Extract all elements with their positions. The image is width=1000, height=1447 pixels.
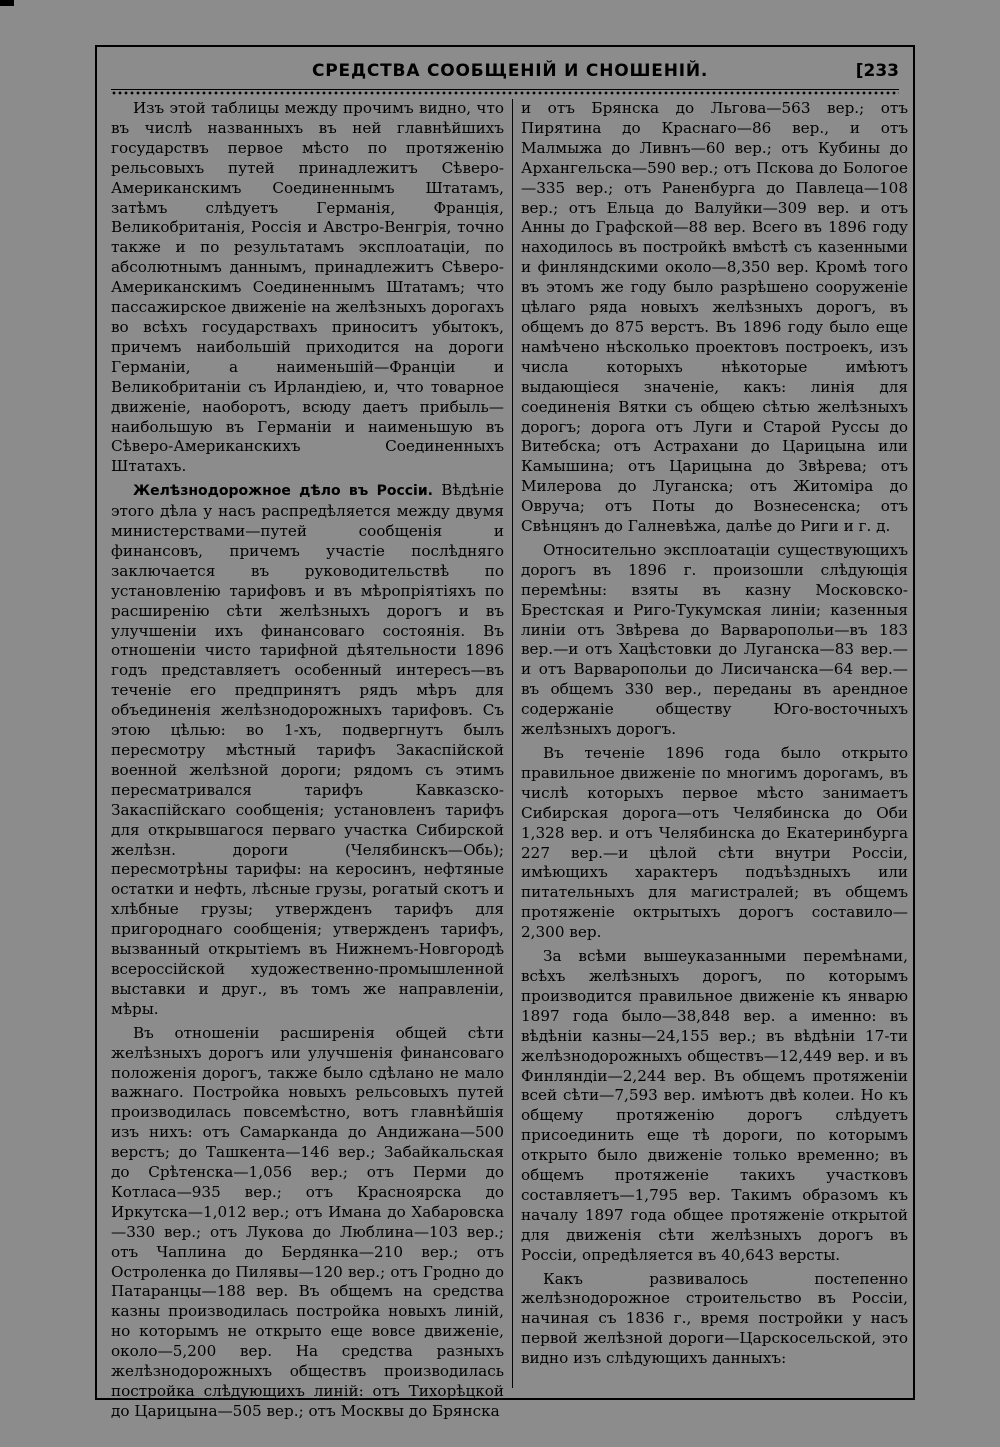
paragraph-body: Вѣдѣніе этого дѣла у насъ распредѣляется между двумя министерствами—путей сообщенія и финансовъ, причемъ участіе послѣдняго заключается въ руководительствѣ по установленію тарифовъ и въ мѣропріятіяхъ по расширенію сѣти желѣзныхъ дорогъ и въ улучшеніи ихъ финансоваго состоянія. Въ отношеніи чисто тарифной дѣятельности 1896 годъ представляетъ особенный интересъ—въ теченіе его предпринятъ рядъ мѣръ для объединенія желѣзнодорожныхъ тарифовъ. Съ этою цѣлью: во 1-хъ, подвергнутъ былъ пересмотру мѣстный тарифъ Закаспійской военной желѣзной дороги; рядомъ съ этимъ пересматривался тарифъ Кавказско-Закаспійскаго сообщенія; установленъ тарифъ для открывшагося перваго участка Сибирской желѣзн. дороги (Челябинскъ—Обь); пересмотрѣны тарифы: на керосинъ, нефтяные остатки и нефть, лѣсные грузы, рогатый скотъ и хлѣбные грузы; утвержденъ тарифъ для пригороднаго сообщенія; утвержденъ тарифъ, вызванный открытіемъ въ Нижнемъ-Новгородѣ всероссійской художественно-промышленной выставки и друг., въ томъ же направленіи, мѣры. (111, 481, 504, 1018)
paragraph: Изъ этой таблицы между прочимъ видно, что въ числѣ названныхъ въ ней главнѣйшихъ государствъ первое мѣсто по протяженію рельсовыхъ путей принадлежитъ Сѣверо-Американскимъ Соединеннымъ Штатамъ, затѣмъ слѣдуетъ Германія, Франція, Великобританія, Россія и Австро-Венгрія, точно также и по результатамъ эксплоатаціи, по абсолютнымъ даннымъ, принадлежитъ Сѣверо-Американскимъ Соединеннымъ Штатамъ; что пассажирское движеніе на желѣзныхъ дорогахъ во всѣхъ государствахъ приноситъ убытокъ, причемъ наибольшій приходится на дороги Германіи, а наименьшій—Франціи и Великобританіи съ Ирландіею, и, что товарное движеніе, наоборотъ, всюду даетъ прибыль—наибольшую въ Германіи и наименьшую въ Сѣверо-Американскихъ Соединенныхъ Штатахъ. (111, 99, 504, 476)
page-header (97, 57, 913, 87)
paragraph: Какъ развивалось постепенно желѣзнодорожное строительство въ Россіи, начиная съ 1836 г., время постройки у насъ первой желѣзной дороги—Царскосельской, это видно изъ слѣдующихъ данныхъ: (521, 1269, 908, 1368)
scan-corner-mark (0, 0, 14, 6)
section-heading: Желѣзнодорожное дѣло въ Россіи. (133, 483, 433, 500)
paragraph: Относительно эксплоатаціи существующихъ дорогъ въ 1896 г. произошли слѣдующія перемѣны: взяты въ казну Московско-Брестская и Риго-Тукумская линіи; казенныя линіи отъ Звѣрева до Варваропольи—въ 183 вер.—и отъ Хацѣстовки до Луганска—83 вер.—и отъ Варваропольи до Лисичанска—64 вер.—въ общемъ 330 вер., переданы въ арендное содержаніе обществу Юго-восточныхъ желѣзныхъ дорогъ. (521, 540, 908, 739)
page-number: [233 (855, 61, 899, 81)
column-divider (512, 99, 513, 1388)
paragraph: Въ теченіе 1896 года было открыто правильное движеніе по многимъ дорогамъ, въ числѣ которыхъ первое мѣсто занимаетъ Сибирская дорога—отъ Челябинска до Оби 1,328 вер. и отъ Челябинска до Екатеринбурга 227 вер.—и цѣлой сѣти внутри Россіи, имѣющихъ характеръ подъѣздныхъ или питательныхъ для магистралей; въ общемъ протяженіе октрытыхъ дорогъ составило—2,300 вер. (521, 744, 908, 942)
right-column (521, 99, 908, 1388)
paragraph: и отъ Брянска до Льгова—563 вер.; отъ Пирятина до Краснаго—86 вер., и отъ Малмыжа до Ливнъ—60 вер.; отъ Кубины до Архангельска—590 вер.; отъ Пскова до Бологое—335 вер.; отъ Раненбурга до Павлеца—108 вер.; отъ Ельца до Валуйки—309 вер. и отъ Анны до Графской—88 вер. Всего въ 1896 году находилось въ постройкѣ вмѣстѣ съ казенными и финляндскими около—8,350 вер. Кромѣ того въ этомъ же году было разрѣшено сооруженіе цѣлаго ряда новыхъ желѣзныхъ дорогъ, въ общемъ до 875 верстъ. Въ 1896 году было еще намѣчено нѣсколько проектовъ построекъ, изъ числа которыхъ нѣкоторые имѣютъ выдающіеся значеніе, какъ: линія для соединенія Вятки съ общею сѣтью желѣзныхъ дорогъ; дорога отъ Луги и Старой Руссы до Витебска; отъ Астрахани до Царицына или Камышина; отъ Царицына до Звѣрева; отъ Милерова до Луганска; отъ Житоміра до Овруча; отъ Поты до Вознесенска; отъ Свѣнцянъ до Галневѣжа, далѣе до Риги и г. д. (521, 99, 908, 536)
book-page (95, 45, 915, 1420)
paragraph: За всѣми вышеуказанными перемѣнами, всѣхъ желѣзныхъ дорогъ, по которымъ производится правильное движеніе къ январю 1897 года было—38,848 вер. а именно: въ вѣдѣніи казны—24,155 вер.; въ вѣдѣніи 17-ти желѣзнодорожныхъ обществъ—12,449 вер. и въ Финляндіи—2,244 вер. Въ общемъ протяженіи всей сѣти—7,593 вер. имѣютъ двѣ колеи. Но къ общему протяженію дорогъ слѣдуетъ присоединить еще тѣ дороги, по которымъ открыто было движеніе только временно; въ общемъ протяженіе такихъ участковъ составляетъ—1,795 вер. Такимъ образомъ къ началу 1897 года общее протяженіе открытой для движенія сѣти желѣзныхъ дорогъ въ Россіи, опредѣляется въ 40,643 версты. (521, 947, 908, 1264)
running-title: СРЕДСТВА СООБЩЕНІЙ И СНОШЕНІЙ. (312, 61, 709, 81)
left-column (111, 99, 504, 1420)
paragraph: Въ отношеніи расширенія общей сѣти желѣзныхъ дорогъ или улучшенія финансоваго положенія дорогъ, также было сдѣлано не мало важнаго. Постройка новыхъ рельсовыхъ путей производилась повсемѣстно, вотъ главнѣйшія изъ нихъ: отъ Самарканда до Андижана—500 верстъ; до Ташкента—146 вер.; Забайкальская до Срѣтенска—1,056 вер.; отъ Перми до Котласа—935 вер.; отъ Красноярска до Иркутска—1,012 вер.; отъ Имана до Хабаровска—330 вер.; отъ Лукова до Люблина—103 вер.; отъ Чаплина до Бердянка—210 вер.; отъ Остроленка до Пилявы—120 вер.; отъ Гродно до Патаранцы—188 вер. Въ общемъ на средства казны производилась постройка новыхъ линій, но которымъ не открыто еще вовсе движеніе, около—5,200 вер. На средства разныхъ желѣзнодорожныхъ обществъ производилась постройка слѣдующихъ линій: отъ Тихорѣцкой до Царицына—505 вер.; отъ Москвы до Брянска (111, 1023, 504, 1420)
header-rule (111, 89, 899, 95)
paragraph (111, 481, 504, 1019)
text-columns (111, 99, 908, 1420)
